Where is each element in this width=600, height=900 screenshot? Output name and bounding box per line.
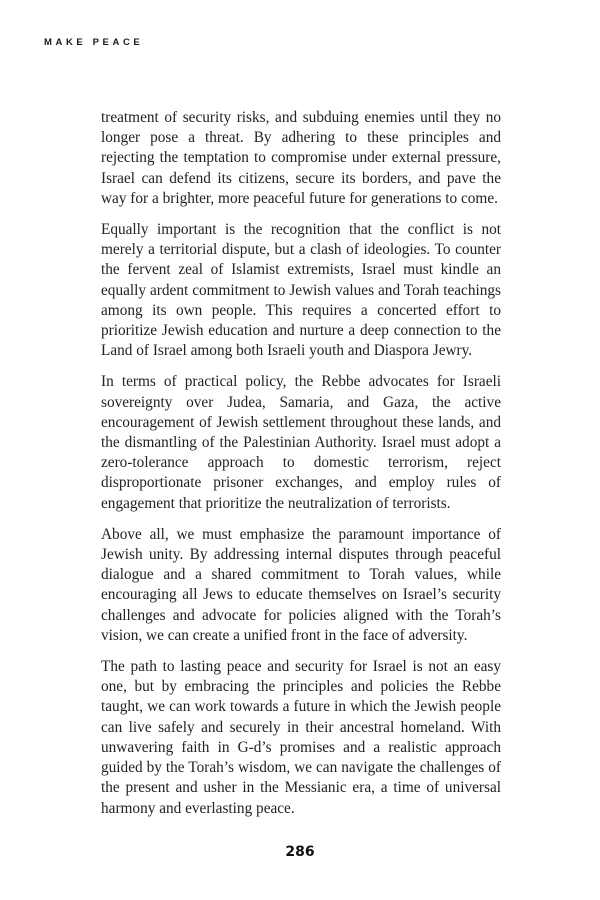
paragraph: Above all, we must emphasize the paramount importance of Jewish unity. By addressing internal disputes through peaceful dialogue and a shared commitment to Torah values, while encouraging all Jews to educate themselves on Israel’s security challenges and advocate for policies aligned with the Torah’s vision, we can create a unified front in the face of adversity. <box>101 525 501 644</box>
paragraph: Equally important is the recognition that the conflict is not merely a territorial dispute, but a clash of ideologies. To counter the fervent zeal of Islamist extremists, Israel must kindle an equally ardent commitment to Jewish values and Torah teachings among its own people. This requires a concerted effort to prioritize Jewish education and nurture a deep connection to the Land of Israel among both Israeli youth and Diaspora Jewry. <box>101 221 501 360</box>
paragraph: In terms of practical policy, the Rebbe advocates for Israeli sovereignty over Judea, Samaria, and Gaza, the active encouragement of Jewish settlement throughout these lands, and the dismantling of the Palestinian Authority. Israel must adopt a zero-tolerance approach to domestic terrorism, reject disproportionate prisoner exchanges, and employ rules of engagement that prioritize the neutralization of terrorists. <box>101 373 501 512</box>
paragraph: treatment of security risks, and subduing enemies until they no longer pose a threat. By adhering to these principles and rejecting the temptation to compromise under external pressure, Israel can defend its citizens, secure its borders, and pave the way for a brighter, more peaceful future for generations to come. <box>101 109 501 207</box>
running-header: MAKE PEACE <box>44 37 144 48</box>
page-number: 286 <box>285 844 315 860</box>
body-text <box>101 108 501 830</box>
paragraph: The path to lasting peace and security for Israel is not an easy one, but by embracing the principles and policies the Rebbe taught, we can work towards a future in which the Jewish people can live safely and securely in their ancestral homeland. With unwavering faith in G-d’s promises and a realistic approach guided by the Torah’s wisdom, we can navigate the challenges of the present and usher in the Messianic era, a time of universal harmony and everlasting peace. <box>101 658 501 817</box>
